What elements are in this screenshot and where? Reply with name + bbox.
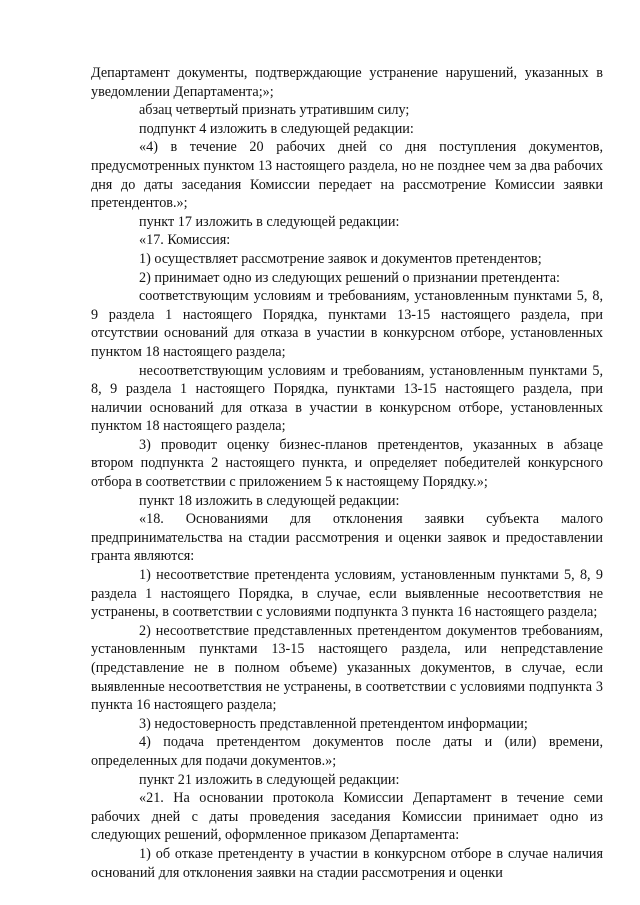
paragraph: 1) несоответствие претендента условиям, установленным пунктами 5, 8, 9 раздела 1 настоящего Порядка, в случае, если выявленные несоответствия не устранены, в соответствии с условиями подпункта 3 пункта 16 настоящего раздела; [91, 567, 603, 621]
paragraph: соответствующим условиям и требованиям, установленным пунктами 5, 8, 9 раздела 1 настоящего Порядка, пунктами 13-15 настоящего раздела, при отсутствии оснований для отказа в участии в конкурсном отборе, установленных пунктом 18 настоящего раздела; [91, 288, 603, 360]
paragraph: «21. На основании протокола Комиссии Департамент в течение семи рабочих дней с даты проведения заседания Комиссии принимает одно из следующих решений, оформленное приказом Департамента: [91, 790, 603, 844]
paragraph: 3) проводит оценку бизнес-планов претендентов, указанных в абзаце втором подпункта 2 настоящего пункта, и определяет победителей конкурсного отбора в соответствии с приложением 5 к настоящему Порядку.»; [91, 436, 603, 491]
document-body [91, 64, 603, 882]
paragraph: абзац четвертый признать утратившим силу; [139, 102, 410, 119]
paragraph: 2) принимает одно из следующих решений о признании претендента: [139, 269, 560, 286]
paragraph: подпункт 4 изложить в следующей редакции: [139, 120, 414, 137]
paragraph: 1) об отказе претенденту в участии в конкурсном отборе в случае наличия оснований для отклонения заявки на стадии рассмотрения и оценки [91, 845, 603, 881]
paragraph: «17. Комиссия: [139, 232, 231, 249]
paragraph: «18. Основаниями для отклонения заявки субъекта малого предпринимательства на стадии рассмотрения и оценки заявок и предоставлении гранта являются: [91, 511, 603, 565]
paragraph: «4) в течение 20 рабочих дней со дня поступления документов, предусмотренных пунктом 13 настоящего раздела, но не позднее чем за два рабочих дня до даты заседания Комиссии передает на рассмотрение Комиссии заявки претендентов.»; [91, 139, 603, 212]
paragraph: пункт 17 изложить в следующей редакции: [139, 213, 400, 230]
paragraph: Департамент документы, подтверждающие устранение нарушений, указанных в уведомлении Департамента;»; [91, 65, 603, 100]
paragraph: 4) подача претендентом документов после даты и (или) времени, определенных для подачи документов.»; [91, 734, 603, 769]
paragraph: пункт 18 изложить в следующей редакции: [139, 492, 400, 509]
paragraph: 2) несоответствие представленных претендентом документов требованиям, установленным пунктами 13-15 настоящего раздела, или непредставление (представление не в полном объеме) указанных документов, в случае, если выявленные несоответствия не устранены, в соответствии с условиями подпункта 3 пункта 16 настоящего раздела; [91, 622, 603, 714]
paragraph: пункт 21 изложить в следующей редакции: [139, 771, 400, 788]
paragraph: несоответствующим условиям и требованиям, установленным пунктами 5, 8, 9 раздела 1 настоящего Порядка, пунктами 13-15 настоящего раздела, при наличии оснований для отказа в участии в конкурсном отборе, установленных пунктом 18 настоящего раздела; [91, 362, 603, 435]
paragraph: 3) недостоверность представленной претендентом информации; [139, 715, 528, 732]
paragraph: 1) осуществляет рассмотрение заявок и документов претендентов; [139, 250, 542, 267]
